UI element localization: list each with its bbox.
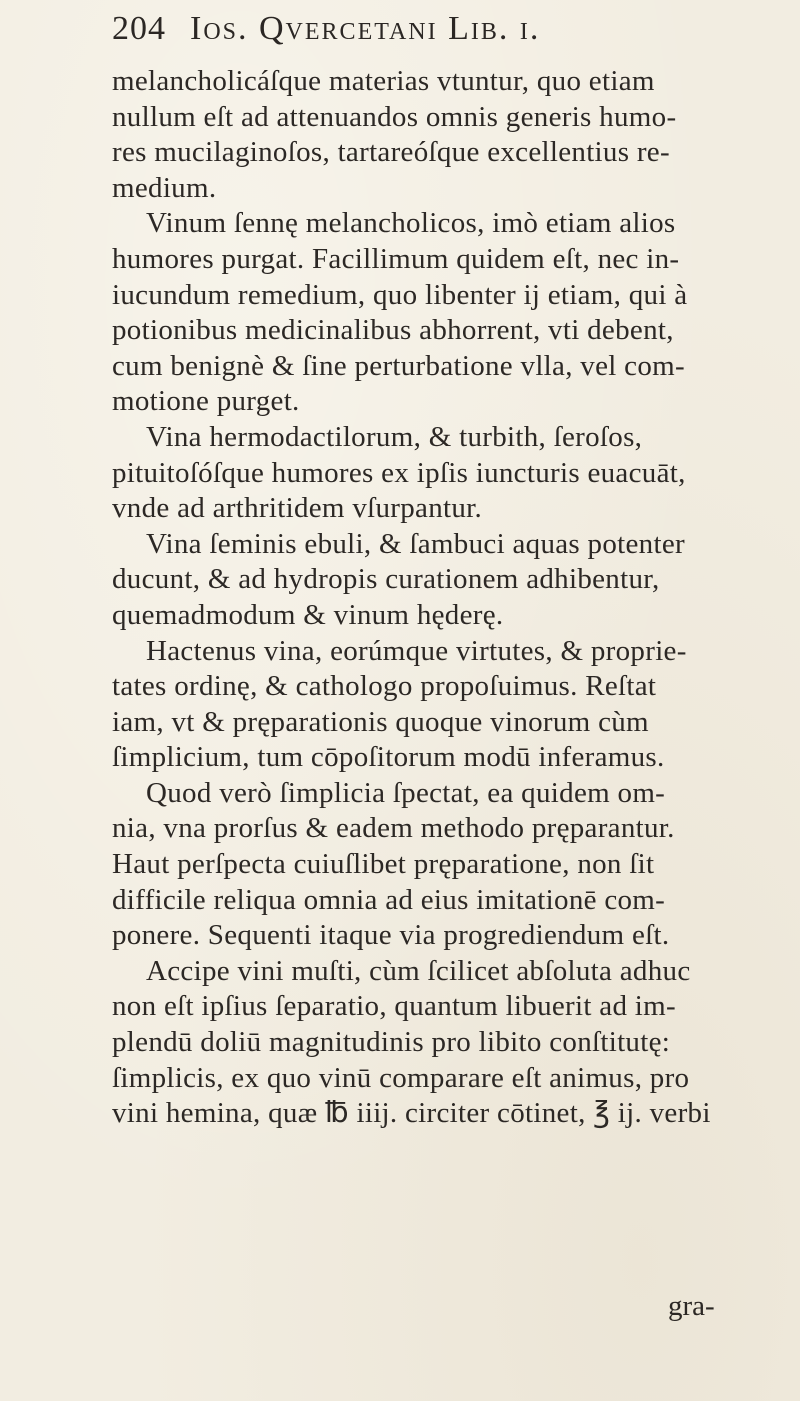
text-line: nia, vna prorſus & eadem methodo pręparantur. [112, 812, 675, 845]
text-line: melancholicáſque materias vtuntur, quo etiam [112, 65, 655, 97]
text-line: res mucilaginoſos, tartareóſque excellentius re- [112, 136, 670, 169]
text-line: humores purgat. Facillimum quidem eſt, nec in- [112, 242, 680, 275]
text-line: potionibus medicinalibus abhorrent, vti debent, [112, 314, 674, 347]
text-line: vnde ad arthritidem vſurpantur. [112, 492, 483, 525]
text-line: Accipe vini muſti, cùm ſcilicet abſoluta adhuc [146, 954, 691, 987]
running-head [112, 10, 752, 58]
body-text [112, 64, 792, 1132]
text-line: medium. [112, 171, 217, 204]
text-line: nullum eſt ad attenuandos omnis generis humo- [112, 100, 677, 133]
text-line: non eſt ipſius ſeparatio, quantum libuerit ad im- [112, 990, 676, 1023]
text-line: ducunt, & ad hydropis curationem adhibentur, [112, 563, 660, 596]
text-line: Vina hermodactilorum, & turbith, ſeroſos, [146, 420, 643, 453]
running-title: Ios. Qvercetani Lib. i. [190, 10, 541, 47]
text-line: difficile reliqua omnia ad eius imitationē com- [112, 883, 666, 916]
page-number: 204 [112, 10, 166, 47]
text-line: iam, vt & pręparationis quoque vinorum cùm [112, 705, 649, 738]
text-line: cum benignè & ſine perturbatione vlla, vel com- [112, 349, 685, 382]
text-line: Vina ſeminis ebuli, & ſambuci aquas potenter [146, 527, 685, 560]
text-line: Hactenus vina, eorúmque virtutes, & proprie- [146, 634, 687, 667]
text-line: ponere. Sequenti itaque via progrediendum eſt. [112, 919, 670, 952]
text-line: ſimplicis, ex quo vinū comparare eſt animus, pro [112, 1061, 690, 1094]
text-line: iucundum remedium, quo libenter ij etiam, qui à [112, 278, 688, 311]
text-line: quemadmodum & vinum hęderę. [112, 598, 504, 631]
text-line: tates ordinę, & cathologo propoſuimus. Reſtat [112, 670, 657, 703]
text-line: vini hemina, quæ ℔ iiij. circiter cōtinet, ℥ ij. verbi [112, 1097, 711, 1130]
text-line: Vinum ſennę melancholicos, imò etiam alios [146, 207, 676, 240]
text-line: pituitoſóſque humores ex ipſis iuncturis euacuāt, [112, 456, 686, 489]
catchword: gra- [668, 1290, 715, 1322]
text-line: ſimplicium, tum cōpoſitorum modū inferamus. [112, 741, 665, 774]
text-line: plendū doliū magnitudinis pro libito conſtitutę: [112, 1026, 671, 1059]
text-line: motione purget. [112, 385, 300, 418]
text-line: Quod verò ſimplicia ſpectat, ea quidem om- [146, 776, 666, 809]
text-line: Haut perſpecta cuiuſlibet pręparatione, non ſit [112, 848, 655, 881]
